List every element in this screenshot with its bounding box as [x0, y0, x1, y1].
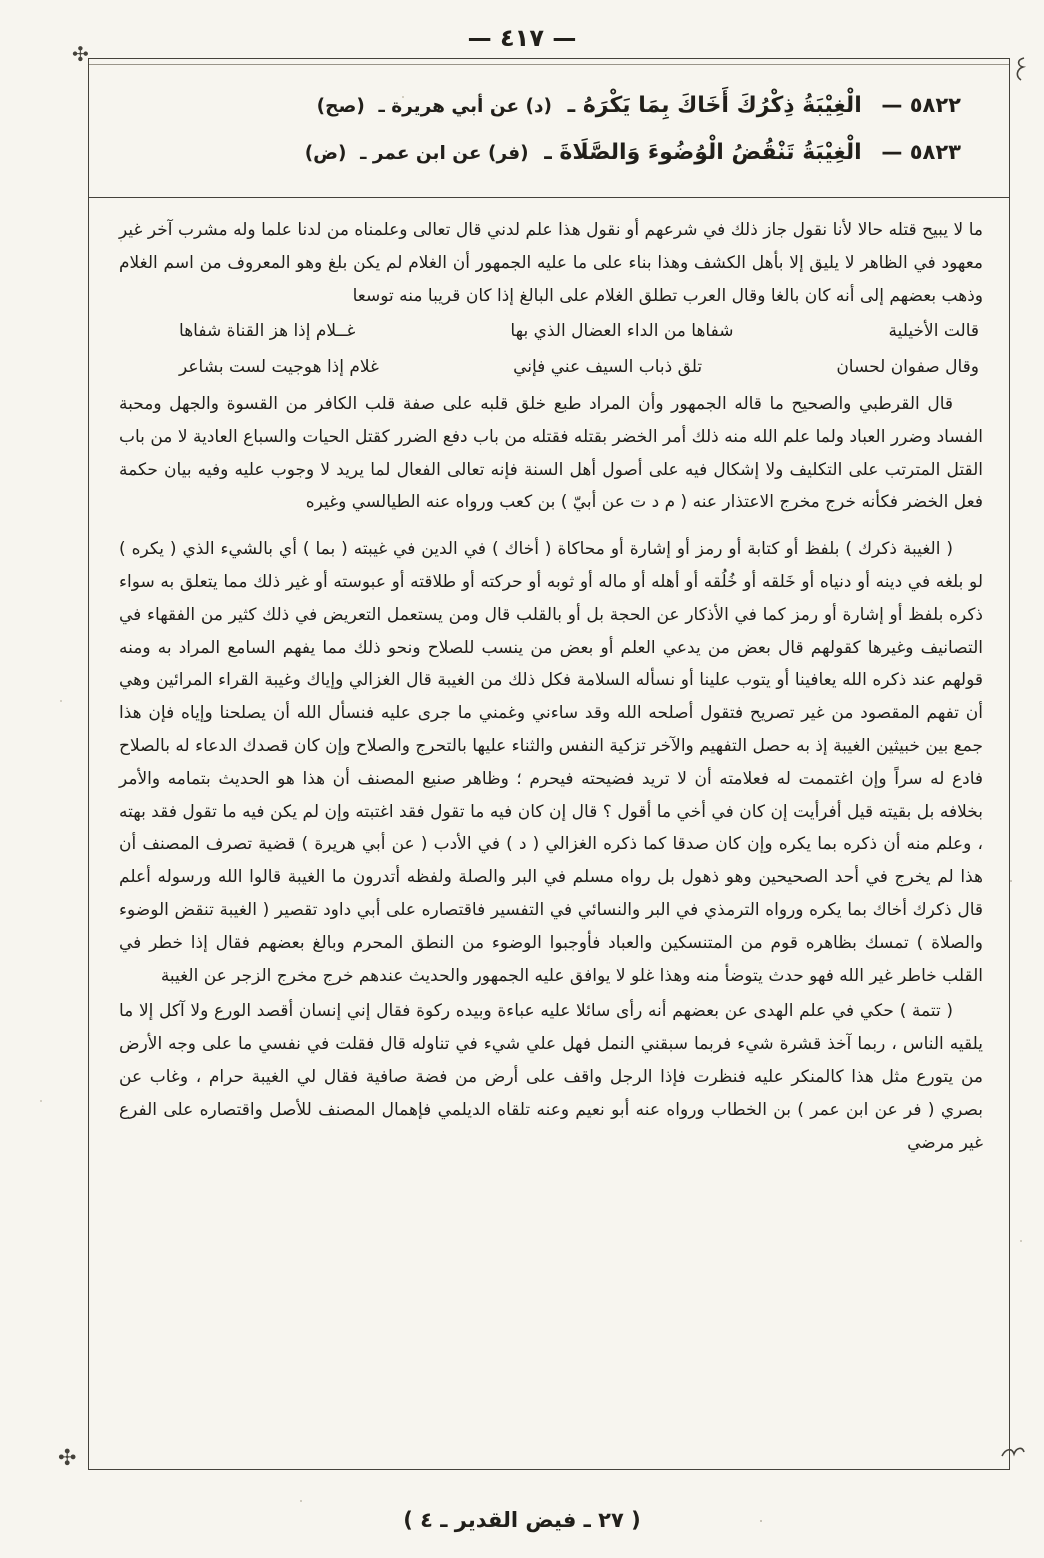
- poetry-hemistich: شفاها من الداء العضال الذي بها: [510, 321, 734, 342]
- hadith-source: (د) عن أبي هريرة ـ: [378, 96, 552, 117]
- hadith-entry: [127, 93, 961, 118]
- commentary-paragraph: قال القرطبي والصحيح ما قاله الجمهور وأن المراد طبع خلق قلبه على صفة قلب الكافر من القسوة والجهل ومحبة الفساد وضرر العباد ولما علم الله منه ذلك أمر الخضر بقتله فقتله من باب دفع الضرر كقتل الحيات والسباع العادية لا من باب القتل المترتب على التكليف ولا إشكال فيه على أصول أهل السنة فإنه تعالى الفعال لما يريد لا وجوب عليه وفيه بيان حكمة فعل الخضر فكأنه خرج مخرج الاعتذار عنه ( م د ت عن أبيّ ) بن كعب ورواه عنه الطيالسي وغيره: [119, 393, 983, 513]
- inner-rule: [89, 64, 1009, 65]
- hadith-grade: (صح): [316, 96, 365, 117]
- poet-attribution: قالت الأخيلية: [888, 321, 979, 342]
- poetry-line: [119, 351, 983, 384]
- hadith-grade: (ض): [304, 143, 347, 164]
- section-divider: [89, 197, 1009, 198]
- hadith-number: ٥٨٢٢ —: [881, 93, 961, 117]
- poetry-line: [119, 315, 983, 348]
- hadith-source: (فر) عن ابن عمر ـ: [360, 143, 529, 164]
- page-number: — ٤١٧ —: [467, 24, 577, 52]
- hadith-entry: [127, 140, 961, 165]
- poetry-hemistich: غلام إذا هوجيت لست بشاعر: [179, 357, 379, 378]
- hadith-text: الْغِيْبَةُ ذِكْرُكَ أَخَاكَ بِمَا يَكْرَهُ ـ: [567, 93, 862, 118]
- poetry-hemistich: تلق ذباب السيف عني فإني: [513, 357, 703, 378]
- poet-attribution: وقال صفوان لحسان: [836, 357, 979, 378]
- poetry-block: [119, 315, 983, 384]
- hadith-number: ٥٨٢٣ —: [881, 140, 961, 164]
- corner-flower-icon: ✣: [72, 42, 89, 66]
- commentary-body: [119, 214, 983, 1159]
- commentary-paragraph: ما لا يبيح قتله حالا لأنا نقول جاز ذلك في شرعهم أو نقول هذا علم لدني قال تعالى وعلمناه من لدنا علما وله مشرب آخر غير معهود في الظاهر لا يليق إلا بأهل الكشف وهذا بناء على ما عليه الجمهور أن الغلام لم يكن بلغ وهو المعروف من اسم الغلام وذهب بعضهم إلى أنه كان بالغا وقال العرب تطلق الغلام على البالغ إذا كان قريبا منه توسعا: [119, 220, 983, 306]
- commentary-paragraph: ( الغيبة ذكرك ) بلفظ أو كتابة أو رمز أو إشارة أو محاكاة ( أخاك ) في الدين في غيبته ( بما ) أي بالشيء الذي ( يكره ) لو بلغه في دينه أو دنياه أو خَلقه أو خُلُقه أو أهله أو ماله أو ثوبه أو حركته أو طلاقته أو عبوسته أو غير ذلك مما يتعلق به سواء ذكره بلفظ أو إشارة أو رمز كما في الأذكار عن الحجة بل أو بالقلب قال ومن يستعمل التعريض في ذلك كثير من الفقهاء في التصانيف وغيرها كقولهم قال بعض من يدعي العلم أو بعض من ينسب للصلاح ونحو ذلك مما يفهم السامع المراد به ومنه قولهم عند ذكره الله يعافينا أو يتوب علينا أو نسأله السلامة فكل ذلك من الغيبة قال الغزالي وإياك وغيبة القراء المرائين وهي أن تفهم المقصود من غير تصريح فتقول أصلحه الله وقد ساءني وغمني ما جرى عليه فنسأل الله أن يصلحنا وإياه فإن هذا جمع بين خبيثين الغيبة إذ به حصل التفهيم والآخر تزكية النفس والثناء عليها بالتحرج والصلاح وإن كان قصدك الدعاء له بالصلاح فادع له سراً وإن اغتممت له فعلامته أن لا تريد فضيحته فيحرم ؛ وظاهر صنيع المصنف أن هذا هو الحديث بتمامه والأمر بخلافه بل بقيته قيل أفرأيت إن كان في أخي ما أقول ؟ قال إن كان فيه ما تقول فقد اغتبته وإن لم يكن فيه ما تقول فقد بهته ، وعلم منه أن ذكره بما يكره وإن كان صدقا كما ذكره الغزالي ( د ) في الأدب ( عن أبي هريرة ) قضية تصرف المصنف أن هذا لم يخرج في أحد الصحيحين وهو ذهول بل رواه مسلم في البر والصلة ولفظه أتدرون ما الغيبة قالوا الله ورسوله أعلم قال ذكرك أخاك بما يكره ورواه الترمذي في البر والنسائي في التفسير فاقتصاره على أبي داود تقصير ( الغيبة تنقض الوضوء والصلاة ) تمسك بظاهره قوم من المتنسكين والعباد فأوجبوا الوضوء من النطق المحرم وبالغ بعضهم فقال إذا خطر في القلب خاطر غير الله فهو حدث يتوضأ منه وهذا غلو لا يوافق عليه الجمهور والحديث عندهم خرج مخرج الزجر عن الغيبة: [119, 539, 983, 986]
- corner-flower-icon: ✣: [58, 1446, 77, 1471]
- scan-noise: [0, 0, 2, 2]
- page-border-frame: [88, 58, 1010, 1470]
- poetry-hemistich: غــلام إذا هز القناة شفاها: [179, 321, 356, 342]
- hadith-section: [119, 73, 983, 189]
- hadith-text: الْغِيْبَةُ تَنْقُضُ الْوُضُوءَ وَالصَّلَاةَ ـ: [544, 140, 862, 165]
- volume-footer: ( ٢٧ ـ فيض القدير ـ ٤ ): [403, 1508, 641, 1532]
- commentary-paragraph: ( تتمة ) حكي في علم الهدى عن بعضهم أنه رأى سائلا عليه عباءة وبيده ركوة فقال إني إنسان أقصد الورع ولا آكل إلا ما يلقيه الناس ، ربما آخذ قشرة شيء فربما سبقني النمل فهل علي شيء في تناوله قال فقلت في نفسي ما على وجه الأرض من يتورع مثل هذا كالمنكر عليه فنظرت فإذا الرجل واقف على أرض من فضة صافية فقال لي الغيبة حرام ، وغاب عن بصري ( فر عن ابن عمر ) بن الخطاب ورواه عنه أبو نعيم وعنه تلقاه الديلمي فإهمال المصنف للأصل واقتصاره على الفرع غير مرضي: [119, 1001, 983, 1153]
